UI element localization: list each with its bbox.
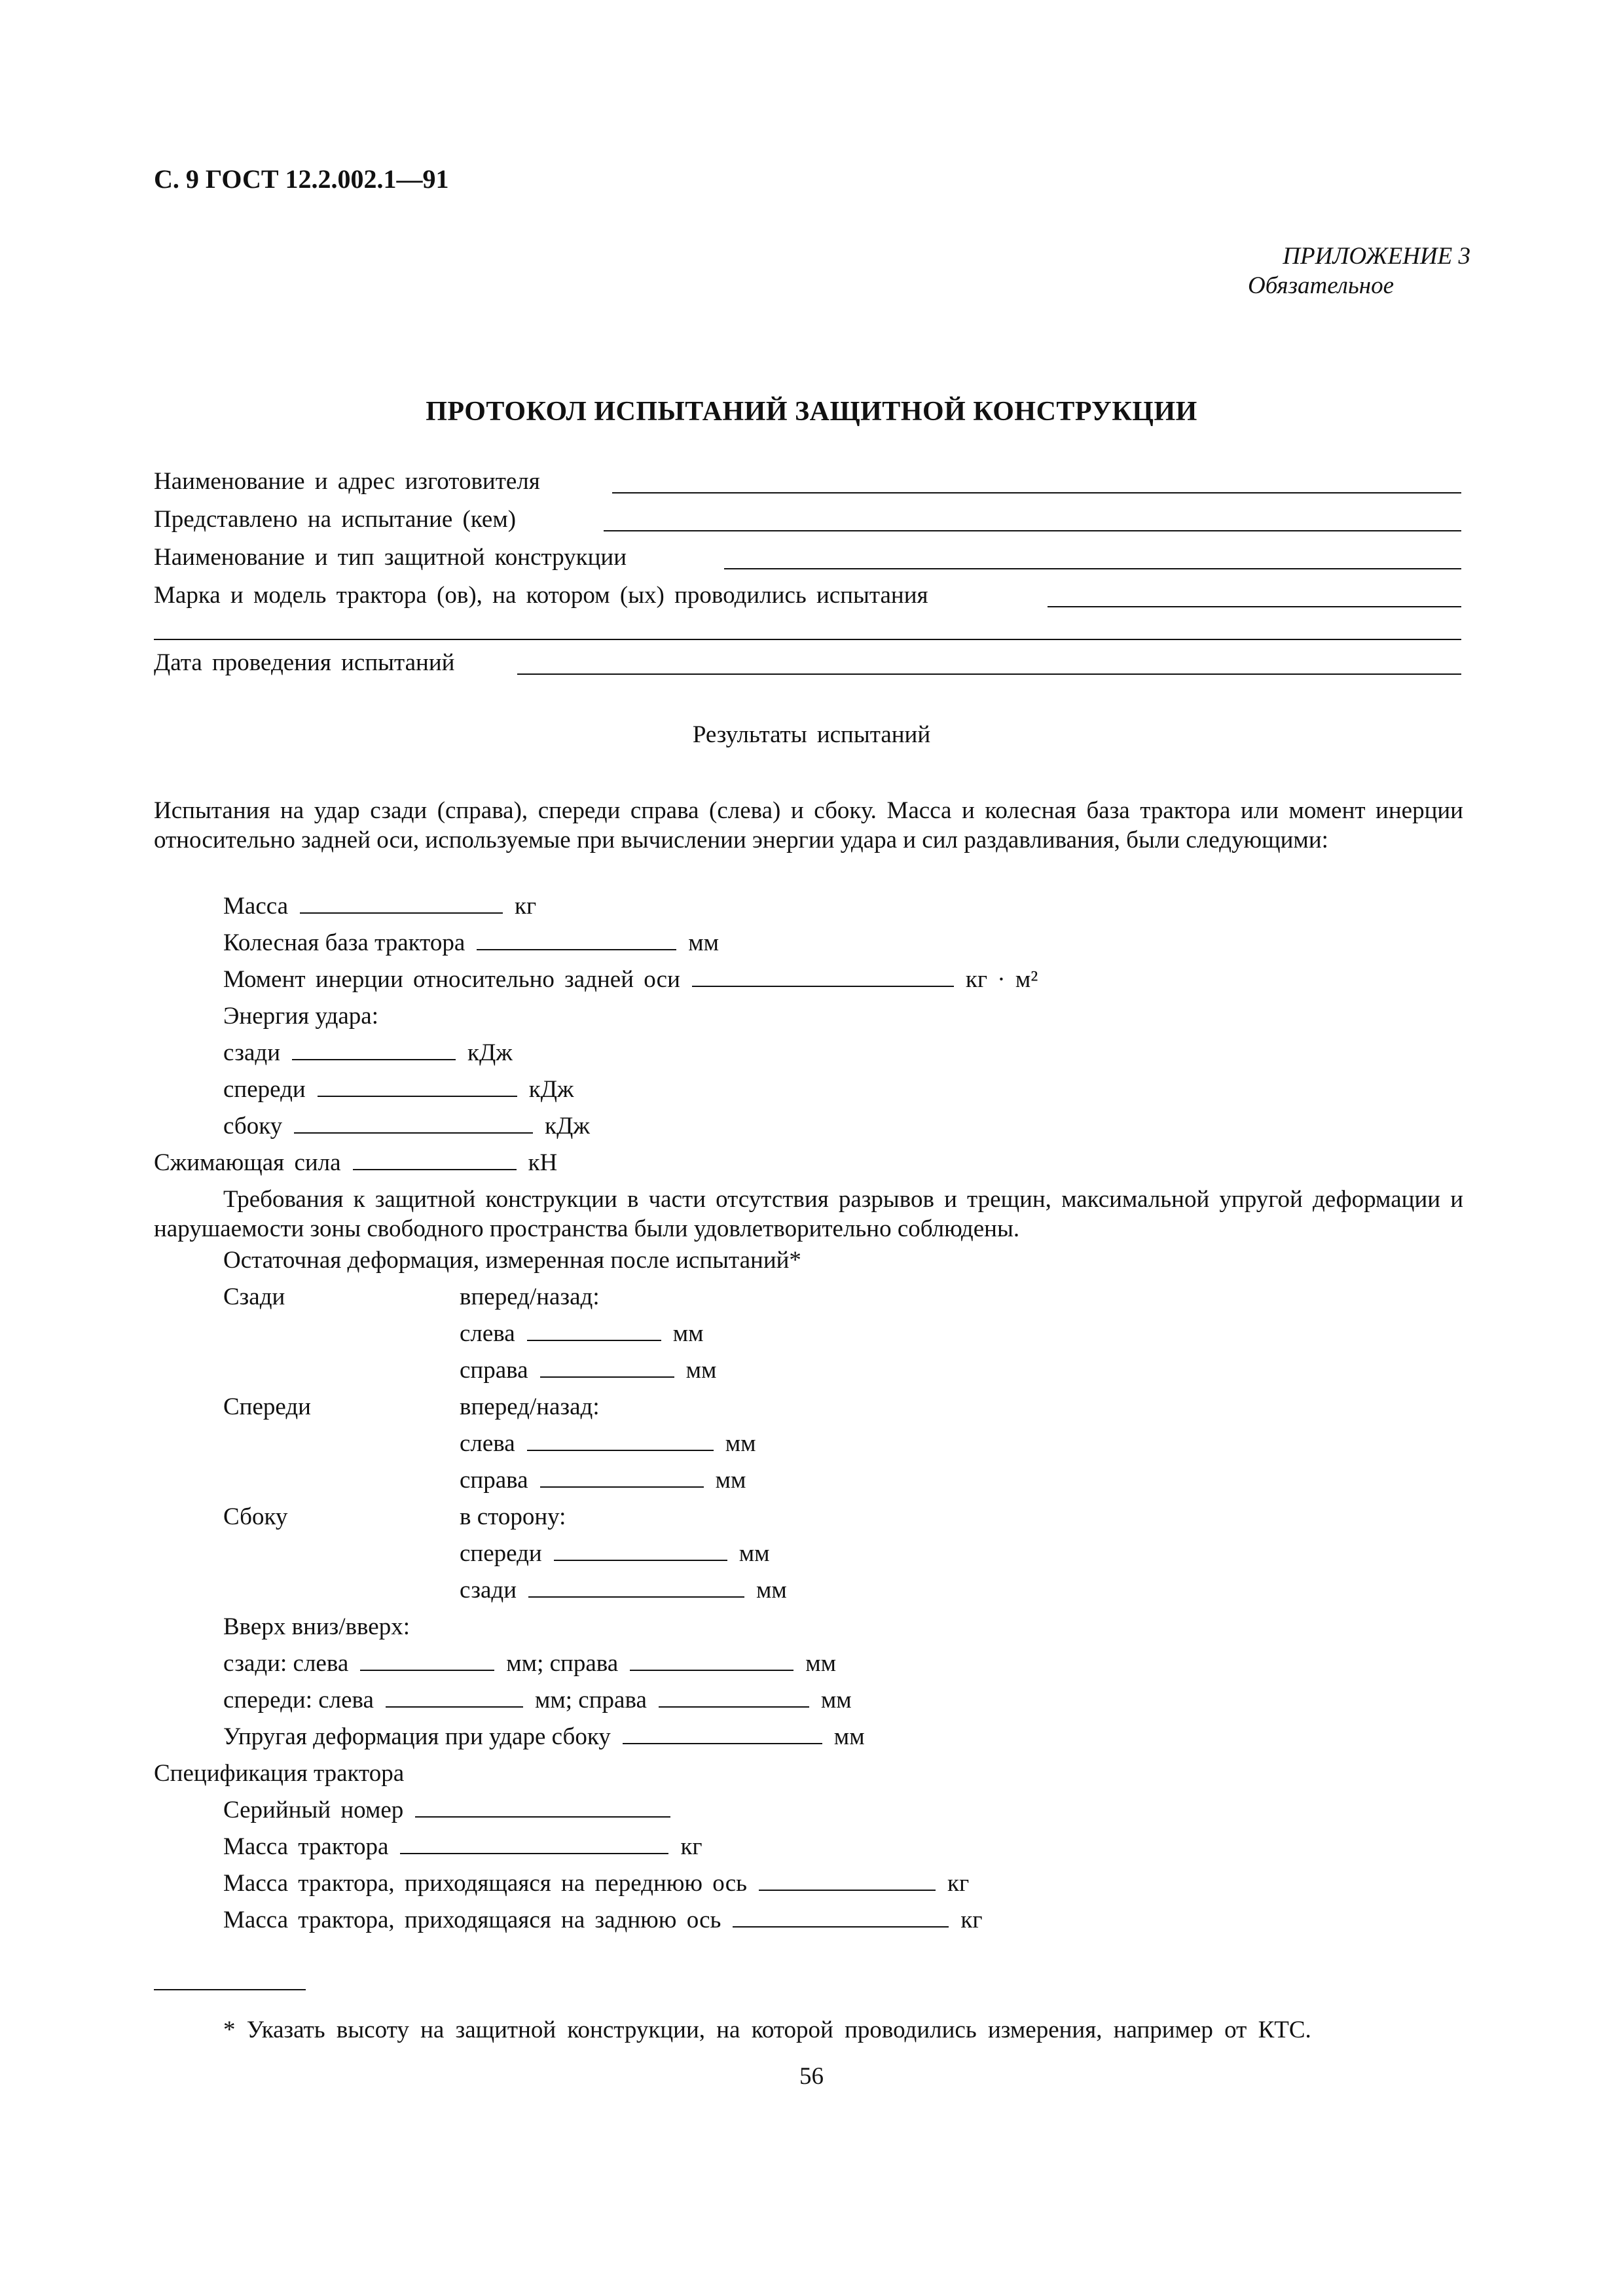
rear-right-row	[460, 1355, 716, 1386]
front-axle-unit: кг	[947, 1870, 970, 1897]
elastic-row	[223, 1722, 865, 1752]
front-right-row	[460, 1465, 746, 1496]
vertical-front-row	[223, 1685, 852, 1715]
results-heading: Результаты испытаний	[692, 721, 931, 748]
results-intro: Испытания на удар сзади (справа), спереди справа (слева) и сбоку. Масса и колесная база трактора или момент инерции относительно задней оси, используемые при вычислении энергии удара и сил раздавливания, были следующими:	[154, 797, 1463, 853]
front-left-row	[460, 1429, 756, 1459]
submitted-by-field[interactable]	[604, 530, 1461, 531]
front-axle-field[interactable]	[759, 1870, 936, 1891]
front-axle-label: Масса трактора, приходящаяся на переднюю ось	[223, 1870, 748, 1897]
energy-rear-label: сзади	[223, 1039, 281, 1066]
rear-axle-unit: кг	[960, 1907, 983, 1933]
tractor-mass-field[interactable]	[400, 1833, 668, 1854]
appendix-label: ПРИЛОЖЕНИЕ 3	[1283, 243, 1470, 270]
rear-right-unit: мм	[685, 1357, 717, 1384]
front-right-unit: мм	[715, 1467, 746, 1494]
inertia-label: Момент инерции относительно задней оси	[223, 966, 680, 993]
rear-caption: Сзади	[223, 1283, 285, 1310]
vertical-rear-right-label: мм; справа	[506, 1650, 619, 1677]
vertical-front-right-field[interactable]	[659, 1687, 809, 1708]
footnote-divider	[154, 1989, 306, 1990]
inertia-row	[223, 965, 1038, 995]
energy-heading: Энергия удара:	[223, 1003, 379, 1030]
side-rear-field[interactable]	[528, 1577, 744, 1598]
rear-left-row	[460, 1319, 704, 1349]
side-rear-row	[460, 1575, 787, 1605]
vertical-front-left-label: спереди: слева	[223, 1687, 374, 1713]
elastic-label: Упругая деформация при ударе сбоку	[223, 1723, 611, 1750]
tractor-mass-row	[223, 1832, 702, 1862]
rear-axle-row	[223, 1905, 983, 1935]
crush-force-unit: кН	[528, 1149, 558, 1176]
serial-label: Серийный номер	[223, 1797, 404, 1823]
front-axle-row	[223, 1869, 969, 1899]
test-date-field[interactable]	[517, 673, 1461, 675]
rear-left-field[interactable]	[527, 1320, 661, 1341]
submitted-by-label: Представлено на испытание (кем)	[154, 506, 517, 533]
requirements-paragraph: Требования к защитной конструкции в части отсутствия разрывов и трещин, максимальной упругой деформации и нарушаемости зоны свободного пространства были удовлетворительно соблюдены.	[154, 1186, 1463, 1242]
page-header: С. 9 ГОСТ 12.2.002.1—91	[154, 164, 449, 194]
energy-side-label: сбоку	[223, 1113, 283, 1139]
footnote: * Указать высоту на защитной конструкции, на которой проводились измерения, например от КТС.	[223, 2017, 1311, 2043]
energy-rear-row	[223, 1038, 513, 1068]
tractor-model-field[interactable]	[1048, 606, 1461, 607]
serial-row	[223, 1795, 682, 1825]
tractor-model-field-continued[interactable]	[154, 639, 1461, 640]
vertical-rear-left-label: сзади: слева	[223, 1650, 349, 1677]
wheelbase-label: Колесная база трактора	[223, 929, 465, 956]
vertical-rear-row	[223, 1649, 836, 1679]
vertical-rear-left-field[interactable]	[360, 1650, 494, 1671]
energy-side-row	[223, 1111, 590, 1141]
crush-force-field[interactable]	[353, 1149, 517, 1170]
energy-front-unit: кДж	[528, 1076, 574, 1103]
mass-label: Масса	[223, 893, 289, 920]
energy-side-field[interactable]	[294, 1113, 533, 1134]
appendix-note: Обязательное	[1247, 272, 1394, 299]
front-caption: Спереди	[223, 1393, 311, 1420]
front-left-label: слева	[460, 1430, 515, 1457]
elastic-unit: мм	[833, 1723, 865, 1750]
wheelbase-unit: мм	[688, 929, 720, 956]
tractor-mass-unit: кг	[680, 1833, 702, 1860]
mass-unit: кг	[515, 893, 537, 920]
structure-type-label: Наименование и тип защитной конструкции	[154, 544, 627, 571]
rear-fwd-back: вперед/назад:	[460, 1283, 600, 1310]
side-front-label: спереди	[460, 1540, 542, 1567]
rear-axle-field[interactable]	[733, 1907, 949, 1928]
crush-force-label: Сжимающая сила	[154, 1149, 341, 1176]
energy-front-label: спереди	[223, 1076, 306, 1103]
residual-heading: Остаточная деформация, измеренная после испытаний*	[223, 1247, 801, 1274]
spec-heading: Спецификация трактора	[154, 1760, 405, 1787]
manufacturer-label: Наименование и адрес изготовителя	[154, 468, 540, 495]
side-caption: Сбоку	[223, 1503, 288, 1530]
vertical-rear-right-field[interactable]	[630, 1650, 793, 1671]
serial-field[interactable]	[415, 1797, 670, 1818]
side-rear-label: сзади	[460, 1577, 517, 1604]
energy-rear-field[interactable]	[292, 1039, 456, 1060]
wheelbase-row	[223, 928, 719, 958]
front-left-field[interactable]	[527, 1430, 714, 1451]
side-front-unit: мм	[739, 1540, 770, 1567]
front-right-label: справа	[460, 1467, 528, 1494]
inertia-unit: кг · м²	[965, 966, 1038, 993]
side-to-side: в сторону:	[460, 1503, 566, 1530]
rear-left-unit: мм	[672, 1320, 704, 1347]
manufacturer-field[interactable]	[612, 492, 1461, 493]
vertical-front-unit: мм	[820, 1687, 852, 1713]
front-fwd-back: вперед/назад:	[460, 1393, 600, 1420]
document-title: ПРОТОКОЛ ИСПЫТАНИЙ ЗАЩИТНОЙ КОНСТРУКЦИИ	[426, 397, 1197, 427]
tractor-mass-label: Масса трактора	[223, 1833, 389, 1860]
mass-row	[223, 891, 536, 922]
tractor-model-label: Марка и модель трактора (ов), на котором (ых) проводились испытания	[154, 582, 928, 609]
rear-axle-label: Масса трактора, приходящаяся на заднюю ось	[223, 1907, 721, 1933]
inertia-field[interactable]	[692, 966, 954, 987]
rear-left-label: слева	[460, 1320, 515, 1347]
vertical-front-right-label: мм; справа	[534, 1687, 647, 1713]
energy-front-row	[223, 1075, 574, 1105]
structure-type-field[interactable]	[724, 568, 1461, 569]
front-left-unit: мм	[725, 1430, 756, 1457]
rear-right-field[interactable]	[540, 1357, 674, 1378]
side-rear-unit: мм	[756, 1577, 787, 1604]
vertical-heading: Вверх вниз/вверх:	[223, 1613, 410, 1640]
elastic-field[interactable]	[623, 1723, 822, 1744]
side-front-field[interactable]	[554, 1540, 727, 1561]
test-date-label: Дата проведения испытаний	[154, 649, 455, 676]
crush-force-row	[154, 1148, 557, 1178]
energy-side-unit: кДж	[545, 1113, 590, 1139]
mass-field[interactable]	[300, 893, 503, 914]
energy-rear-unit: кДж	[467, 1039, 513, 1066]
vertical-front-left-field[interactable]	[386, 1687, 523, 1708]
energy-front-field[interactable]	[318, 1076, 517, 1097]
vertical-rear-unit: мм	[805, 1650, 837, 1677]
front-right-field[interactable]	[540, 1467, 704, 1488]
rear-right-label: справа	[460, 1357, 528, 1384]
wheelbase-field[interactable]	[477, 929, 676, 950]
page-number: 56	[799, 2063, 824, 2090]
side-front-row	[460, 1539, 770, 1569]
